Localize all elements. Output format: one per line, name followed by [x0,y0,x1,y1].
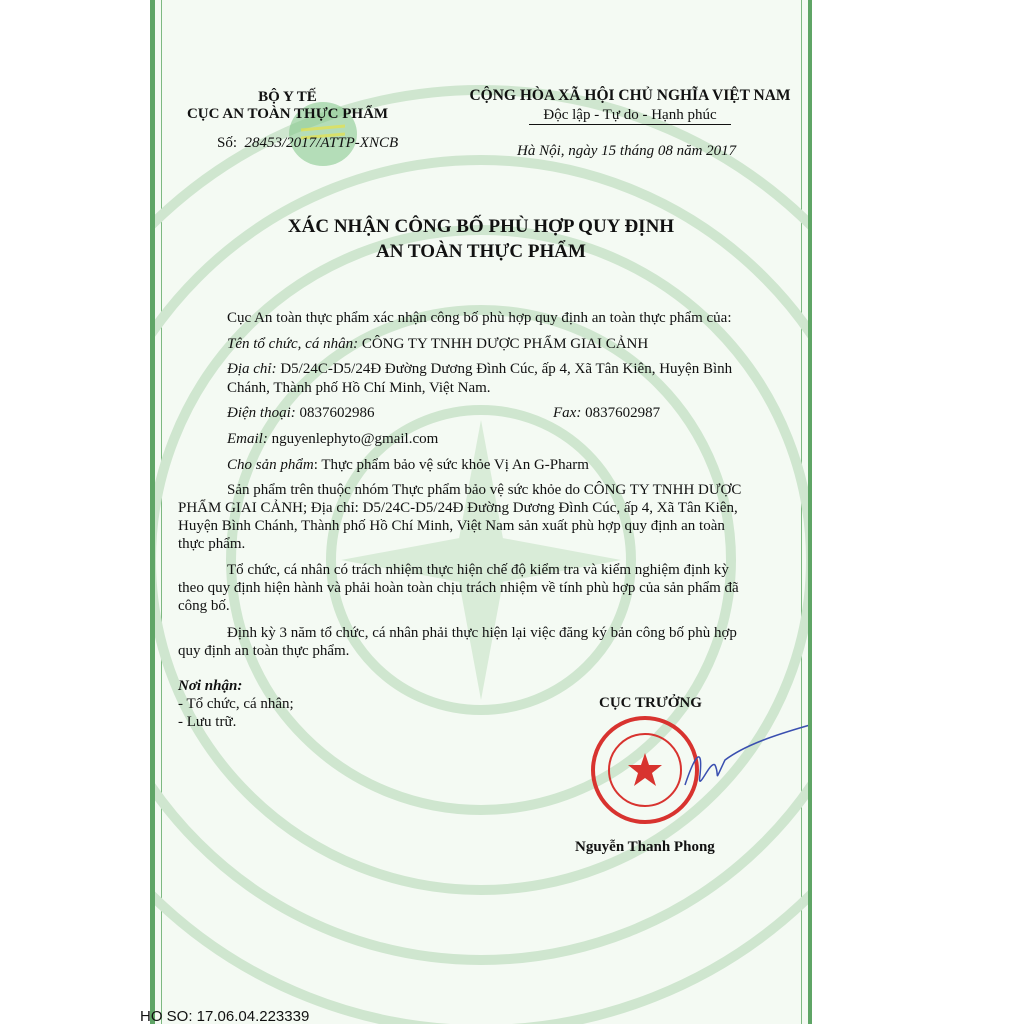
fax-value: 0837602987 [581,405,661,421]
recipients-label: Nơi nhận: [178,678,243,694]
para3-line2: quy định an toàn thực phẩm. [178,643,350,659]
department-name: CỤC AN TOÀN THỰC PHẨM [186,106,389,122]
email-label: Email: [227,431,268,447]
email [227,430,438,448]
address-line-1 [227,360,732,378]
fax [553,404,660,422]
product-label: Cho sản phẩm [227,457,314,473]
para1-line4: thực phẩm. [178,536,246,552]
address-line-2: Chánh, Thành phố Hồ Chí Minh, Việt Nam. [227,380,491,396]
para1-line2: PHẨM GIAI CẢNH; Địa chỉ: D5/24C-D5/24Đ Đường Dương Đình Cúc, ấp 4, Xã Tân Kiên, [178,500,738,516]
email-value: nguyenlephyto@gmail.com [267,431,439,447]
product [227,456,589,474]
signatory-title: CỤC TRƯỞNG [599,695,702,711]
title-line-1: XÁC NHẬN CÔNG BỐ PHÙ HỢP QUY ĐỊNH [287,216,675,237]
signatory-name: Nguyễn Thanh Phong [575,839,715,855]
record-number: HO SO: 17.06.04.223339 [140,1008,310,1025]
number-label: Số: [217,135,238,151]
org-value: CÔNG TY TNHH DƯỢC PHẨM GIAI CẢNH [358,336,649,352]
para2-line1: Tổ chức, cá nhân có trách nhiệm thực hiện chế độ kiểm tra và kiểm nghiệm định kỳ [227,562,729,578]
phone [227,404,375,422]
recipient-item: - Tổ chức, cá nhân; [178,696,294,712]
certificate-document [150,0,812,1024]
para1-line3: Huyện Bình Chánh, Thành phố Hồ Chí Minh, Việt Nam sản xuất phù hợp quy định an toàn [178,518,725,534]
phone-label: Điện thoại: [227,405,296,421]
address-label: Địa chỉ: [227,361,277,377]
recipient-item: - Lưu trữ. [178,714,237,730]
organization [227,335,648,353]
para1-line1: Sản phẩm trên thuộc nhóm Thực phẩm bảo vệ sức khỏe do CÔNG TY TNHH DƯỢC [227,482,742,498]
para2-line2: theo quy định hiện hành và phải hoàn toàn chịu trách nhiệm về tính phù hợp của sản phẩm đã [178,580,739,596]
number-value: 28453/2017/ATTP-XNCB [244,135,399,151]
title-line-2: AN TOÀN THỰC PHẨM [376,241,586,262]
motto-text: Độc lập - Tự do - Hạnh phúc [529,107,730,125]
org-label: Tên tổ chức, cá nhân: [227,336,359,352]
intro-text: Cục An toàn thực phẩm xác nhận công bố phù hợp quy định an toàn thực phẩm của: [227,310,732,326]
para3-line1: Định kỳ 3 năm tổ chức, cá nhân phải thực hiện lại việc đăng ký bản công bố phù hợp [227,625,737,641]
official-seal-with-signature [585,715,812,830]
ministry-name: BỘ Y TẾ [258,89,317,105]
product-value: : Thực phẩm bảo vệ sức khỏe Vị An G-Pharm [313,457,589,473]
document-number [217,134,398,152]
fax-label: Fax: [553,405,582,421]
country-name: CỘNG HÒA XÃ HỘI CHỦ NGHĨA VIỆT NAM [469,87,791,104]
phone-value: 0837602986 [295,405,375,421]
para2-line3: công bố. [178,598,230,614]
place-date: Hà Nội, ngày 15 tháng 08 năm 2017 [517,143,737,159]
address-value: D5/24C-D5/24Đ Đường Dương Đình Cúc, ấp 4, Xã Tân Kiên, Huyện Bình [276,361,733,377]
motto [455,106,805,124]
